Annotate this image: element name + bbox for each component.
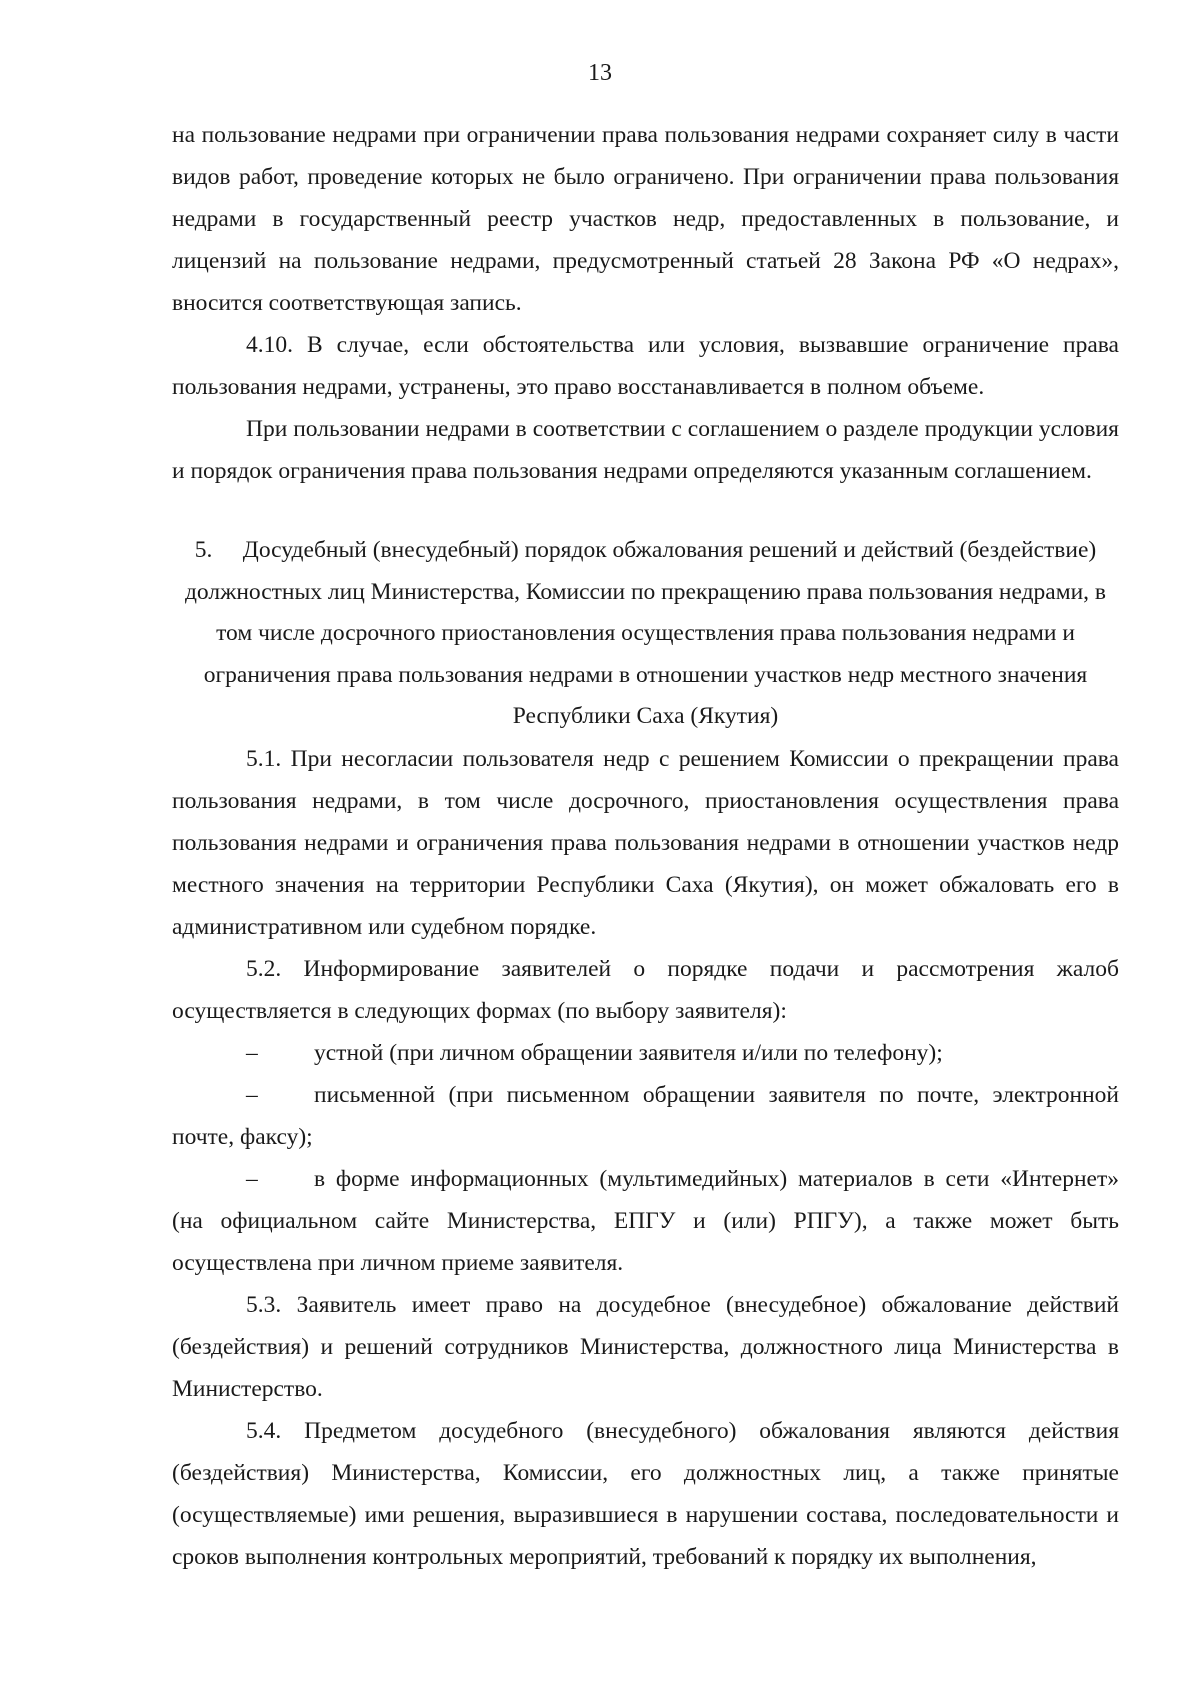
list-item [172,1032,1119,1074]
section-number: 5. [194,537,213,563]
document-body [172,114,1119,1578]
list-item-text: письменной (при письменном обращении заявителя по почте, электронной почте, факсу); [172,1081,1119,1150]
paragraph-5-2: 5.2. Информирование заявителей о порядке подачи и рассмотрения жалоб осуществляется в следующих формах (по выбору заявителя): [172,955,1119,1024]
paragraph-4-10: 4.10. В случае, если обстоятельства или условия, вызвавшие ограничение права пользования недрами, устранены, это право восстанавливается в полном объеме. [172,332,1119,400]
list-item-text: в форме информационных (мультимедийных) материалов в сети «Интернет» (на официальном сайте Министерства, ЕПГУ и (или) РПГУ), а также может быть осуществлена при личном приеме заявителя. [172,1165,1119,1276]
list-item [172,1158,1119,1284]
list-dash: – [246,1081,258,1108]
section-heading [172,530,1119,738]
paragraph-5-4: 5.4. Предметом досудебного (внесудебного) обжалования являются действия (бездействия) Министерства, Комиссии, его должностных лиц, а также принятые (осуществляемые) ими решения, выразившиеся в нарушении состава, последовательности и сроков выполнения контрольных мероприятий, требований к порядку их выполнения, [172,1417,1119,1570]
list-dash: – [246,1165,258,1192]
paragraph-5-1: 5.1. При несогласии пользователя недр с решением Комиссии о прекращении права пользования недрами, в том числе досрочного, приостановления осуществления права пользования недрами и ограничения права пользования недрами в отношении участков недр местного значения на территории Республики Саха (Якутия), он может обжаловать его в административном или судебном порядке. [172,745,1119,940]
page-number: 13 [588,60,612,86]
list-item [172,1074,1119,1158]
list-item-text: устной (при личном обращении заявителя и/или по телефону); [314,1039,943,1066]
list-dash: – [246,1039,258,1066]
paragraph-continuation: на пользование недрами при ограничении права пользования недрами сохраняет силу в части видов работ, проведение которых не было ограничено. При ограничении права пользования недрами в государственный реестр участков недр, предоставленных в пользование, и лицензий на пользование недрами, предусмотренный статьей 28 Закона РФ «О недрах», вносится соответствующая запись. [172,122,1119,316]
paragraph-5-3: 5.3. Заявитель имеет право на досудебное (внесудебное) обжалование действий (бездействия) и решений сотрудников Министерства, должностного лица Министерства в Министерство. [172,1291,1119,1402]
paragraph-psa-conditions: При пользовании недрами в соответствии с соглашением о разделе продукции условия и порядок ограничения права пользования недрами определяются указанным соглашением. [172,416,1119,484]
section-title: Досудебный (внесудебный) порядок обжалования решений и действий (бездействие) должностных лиц Министерства, Комиссии по прекращению права пользования недрами, в том числе досрочного приостановления осуществления права пользования недрами и ограничения права пользования недрами в отношении участков недр местного значения Республики Саха (Якутия) [184,537,1107,729]
